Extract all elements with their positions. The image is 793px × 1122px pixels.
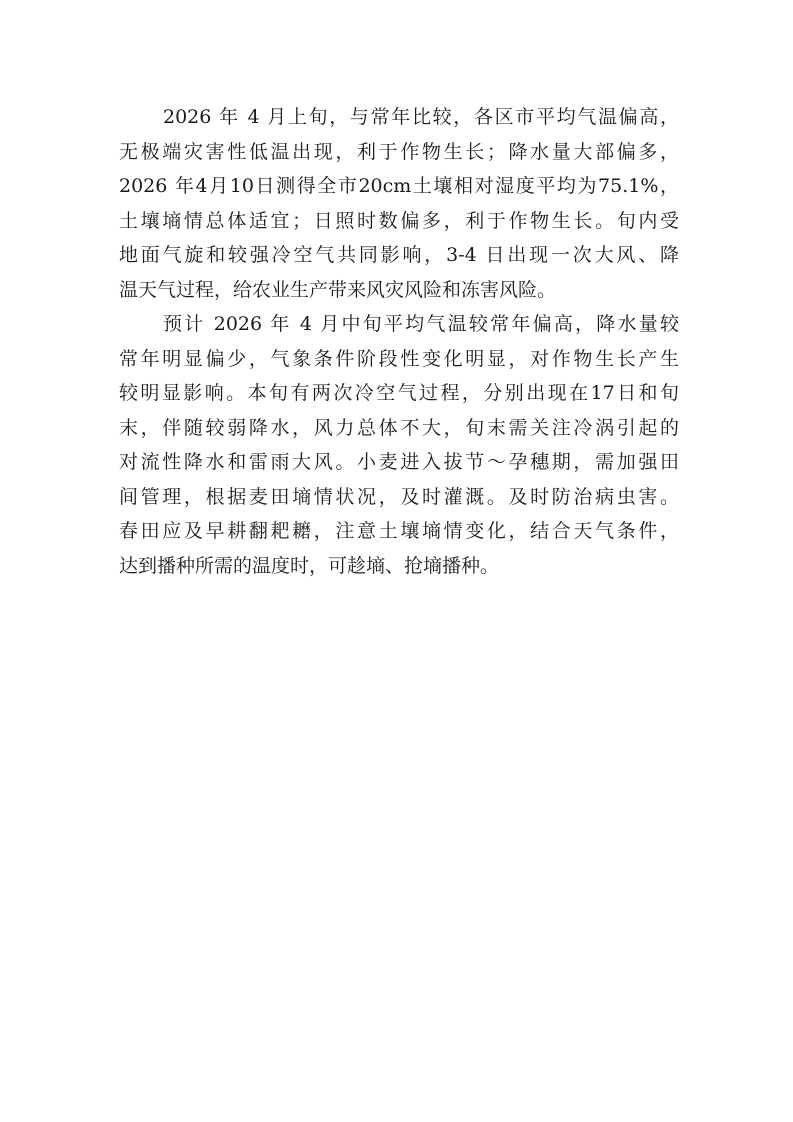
paragraph-line: 地面气旋和较强冷空气共同影响，3-4 日出现一次大风、降 (119, 244, 679, 266)
paragraph-line: 末，伴随较弱降水，风力总体不大，旬末需关注冷涡引起的 (119, 416, 679, 439)
paragraph-line: 土壤墒情总体适宜；日照时数偏多，利于作物生长。旬内受 (119, 209, 679, 232)
paragraph-line: 无极端灾害性低温出现，利于作物生长；降水量大部偏多， (119, 140, 679, 163)
document-body (119, 100, 679, 583)
paragraph-line: 常年明显偏少，气象条件阶段性变化明显，对作物生长产生 (119, 347, 679, 370)
paragraph-1 (119, 100, 679, 307)
paragraph-line: 2026 年 4 月上旬，与常年比较，各区市平均气温偏高， (163, 106, 679, 128)
paragraph-line: 预计 2026 年 4 月中旬平均气温较常年偏高，降水量较 (163, 313, 679, 335)
paragraph-line: 较明显影响。本旬有两次冷空气过程，分别出现在17日和旬 (119, 382, 679, 404)
paragraph-line: 温天气过程，给农业生产带来风灾风险和冻害风险。 (119, 278, 557, 301)
paragraph-line: 2026 年4月10日测得全市20cm土壤相对湿度平均为75.1%， (119, 175, 679, 197)
paragraph-line: 对流性降水和雷雨大风。小麦进入拔节～孕穗期，需加强田 (119, 451, 679, 473)
paragraph-line: 春田应及早耕翻耙耱，注意土壤墒情变化，结合天气条件， (119, 520, 679, 542)
paragraph-2 (119, 307, 679, 583)
paragraph-line: 达到播种所需的温度时，可趁墒、抢墒播种。 (119, 554, 500, 577)
paragraph-line: 间管理，根据麦田墒情状况，及时灌溉。及时防治病虫害。 (119, 485, 679, 508)
